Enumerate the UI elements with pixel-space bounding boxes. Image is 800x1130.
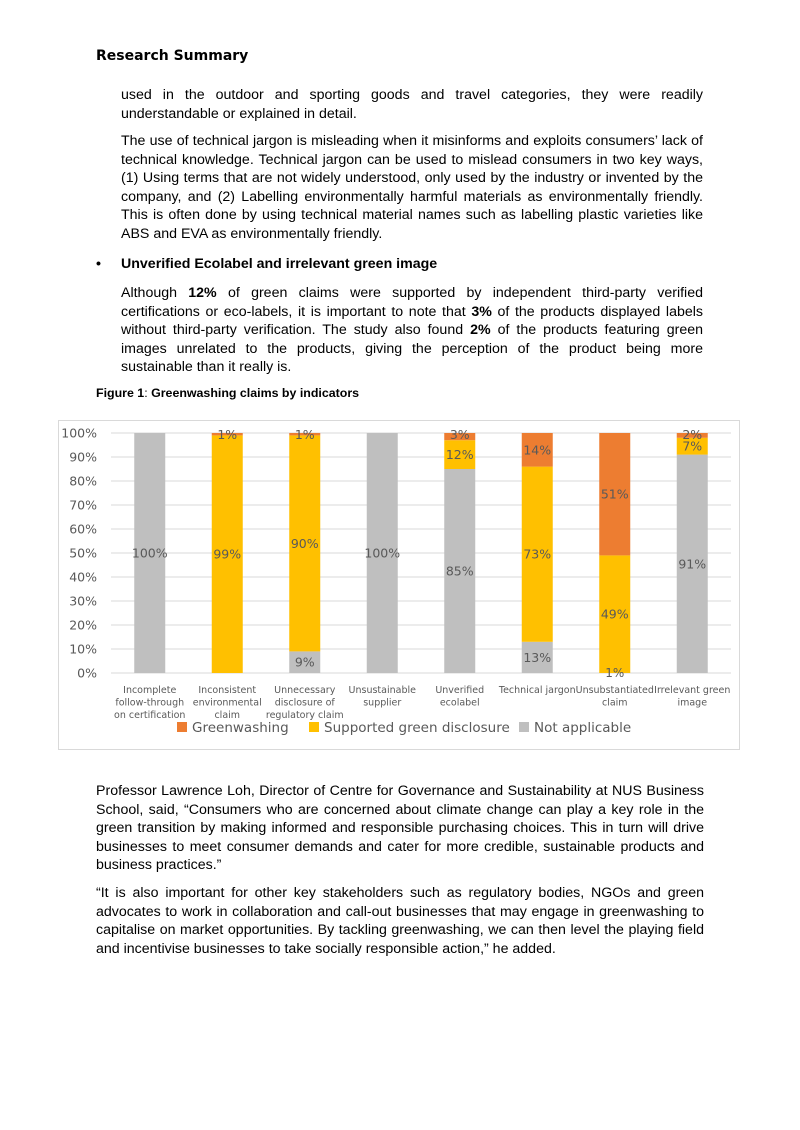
figure-caption: [96, 386, 359, 400]
paragraph-5: “It is also important for other key stakeholders such as regulatory bodies, NGOs and green advocates to work in collaboration and call-out businesses that may engage in greenwashing to capitalise on market opportunities. By tackling greenwashing, we can then level the playing field and incentivise businesses to take socially responsible action,” he added.: [96, 885, 704, 957]
p3-bold-2: 2%: [470, 322, 491, 339]
x-tick-label: Technical jargon: [498, 685, 576, 696]
x-tick-label: disclosure of: [274, 697, 335, 709]
bullet-heading-text: Unverified Ecolabel and irrelevant green image: [121, 256, 438, 272]
y-tick-label: 20%: [69, 617, 97, 633]
y-tick-label: 0%: [77, 665, 97, 681]
data-label: 73%: [523, 546, 552, 562]
data-label: 99%: [213, 546, 242, 562]
data-label: 1%: [605, 666, 625, 680]
x-tick-label: Irrelevant green: [654, 685, 731, 696]
legend-swatch: [519, 722, 529, 732]
p3-text-e: of the products displayed labels without third-party verification. The study also found: [121, 303, 703, 339]
x-tick-label: follow-through: [115, 697, 185, 709]
data-label: 91%: [678, 556, 707, 572]
data-label: 85%: [445, 563, 474, 579]
data-label: 2%: [682, 427, 703, 442]
y-tick-label: 10%: [69, 641, 97, 657]
y-tick-label: 60%: [69, 521, 97, 537]
x-tick-label: ecolabel: [439, 697, 480, 709]
p3-bold-12: 12%: [188, 285, 217, 301]
x-tick-label: image: [677, 697, 708, 709]
paragraph-3: [121, 284, 703, 377]
y-tick-label: 30%: [69, 593, 97, 609]
data-label: 7%: [682, 438, 703, 454]
figure-caption-sep: :: [144, 386, 152, 400]
y-tick-label: 50%: [69, 545, 97, 561]
stacked-bar-chart: [59, 421, 739, 749]
p3-text-g: of the products featuring green images unrelated to the products, giving the perception of the product being more sustainable than it really is.: [121, 322, 703, 376]
y-tick-label: 80%: [69, 473, 97, 489]
x-tick-label: regulatory claim: [265, 710, 344, 721]
x-tick-label: claim: [214, 710, 241, 721]
data-label: 1%: [217, 427, 238, 442]
data-label: 1%: [294, 427, 315, 442]
x-tick-label: Unsubstantiated: [575, 685, 654, 696]
data-label: 90%: [290, 535, 319, 551]
x-tick-label: Unsustainable: [348, 685, 416, 696]
data-label: 51%: [600, 486, 629, 502]
p3-text-a: Although: [121, 285, 189, 301]
legend-swatch: [309, 722, 319, 732]
figure-caption-title: Greenwashing claims by indicators: [151, 386, 360, 400]
y-tick-label: 70%: [69, 497, 97, 513]
chart-container: [58, 420, 740, 750]
legend-swatch: [177, 722, 187, 732]
data-label: 12%: [445, 447, 474, 463]
p3-text-c: of green claims were supported by independent third-party verified certifications or eco-labels, it is important to note that: [121, 285, 703, 320]
data-label: 100%: [364, 545, 401, 561]
y-tick-label: 90%: [69, 449, 97, 465]
x-tick-label: Inconsistent: [198, 685, 257, 696]
legend-label: Greenwashing: [192, 720, 289, 736]
p3-bold-3: 3%: [471, 303, 492, 320]
paragraph-1: used in the outdoor and sporting goods and travel categories, they were readily understandable or explained in detail.: [121, 87, 703, 122]
y-tick-label: 40%: [69, 569, 97, 585]
data-label: 14%: [523, 442, 552, 458]
y-tick-label: 100%: [61, 425, 97, 441]
page-header: Research Summary: [96, 48, 249, 64]
x-tick-label: on certification: [114, 710, 186, 721]
x-tick-label: Incomplete: [123, 685, 177, 696]
legend-label: Supported green disclosure: [324, 720, 510, 736]
figure-caption-prefix: Figure 1: [96, 386, 145, 400]
bullet-icon: •: [96, 256, 101, 272]
x-tick-label: Unverified: [435, 685, 485, 696]
x-tick-label: Unnecessary: [274, 685, 336, 696]
x-tick-label: environmental: [192, 697, 262, 709]
data-label: 13%: [523, 649, 552, 665]
data-label: 3%: [449, 427, 470, 442]
x-tick-label: claim: [601, 697, 628, 709]
data-label: 100%: [131, 545, 168, 561]
legend-label: Not applicable: [534, 720, 632, 736]
x-tick-label: supplier: [363, 697, 402, 709]
paragraph-4: Professor Lawrence Loh, Director of Centre for Governance and Sustainability at NUS Business School, said, “Consumers who are concerned about climate change can play a key role in the green transition by making informed and responsible purchasing choices. This in turn will drive businesses to meet consumer demands and cater for more credible, sustainable products and business practices.”: [96, 783, 704, 874]
paragraph-2: The use of technical jargon is misleading when it misinforms and exploits consumers’ lack of technical knowledge. Technical jargon can be used to mislead consumers in two key ways, (1) Using terms that are not widely understood, only used by the industry or invented by the company, and (2) Labelling environmentally harmful materials as environmentally friendly. This is often done by using technical material names such as labelling plastic varieties like ABS and EVA as environmentally friendly.: [121, 133, 703, 242]
data-label: 9%: [294, 654, 315, 670]
data-label: 49%: [600, 606, 629, 622]
